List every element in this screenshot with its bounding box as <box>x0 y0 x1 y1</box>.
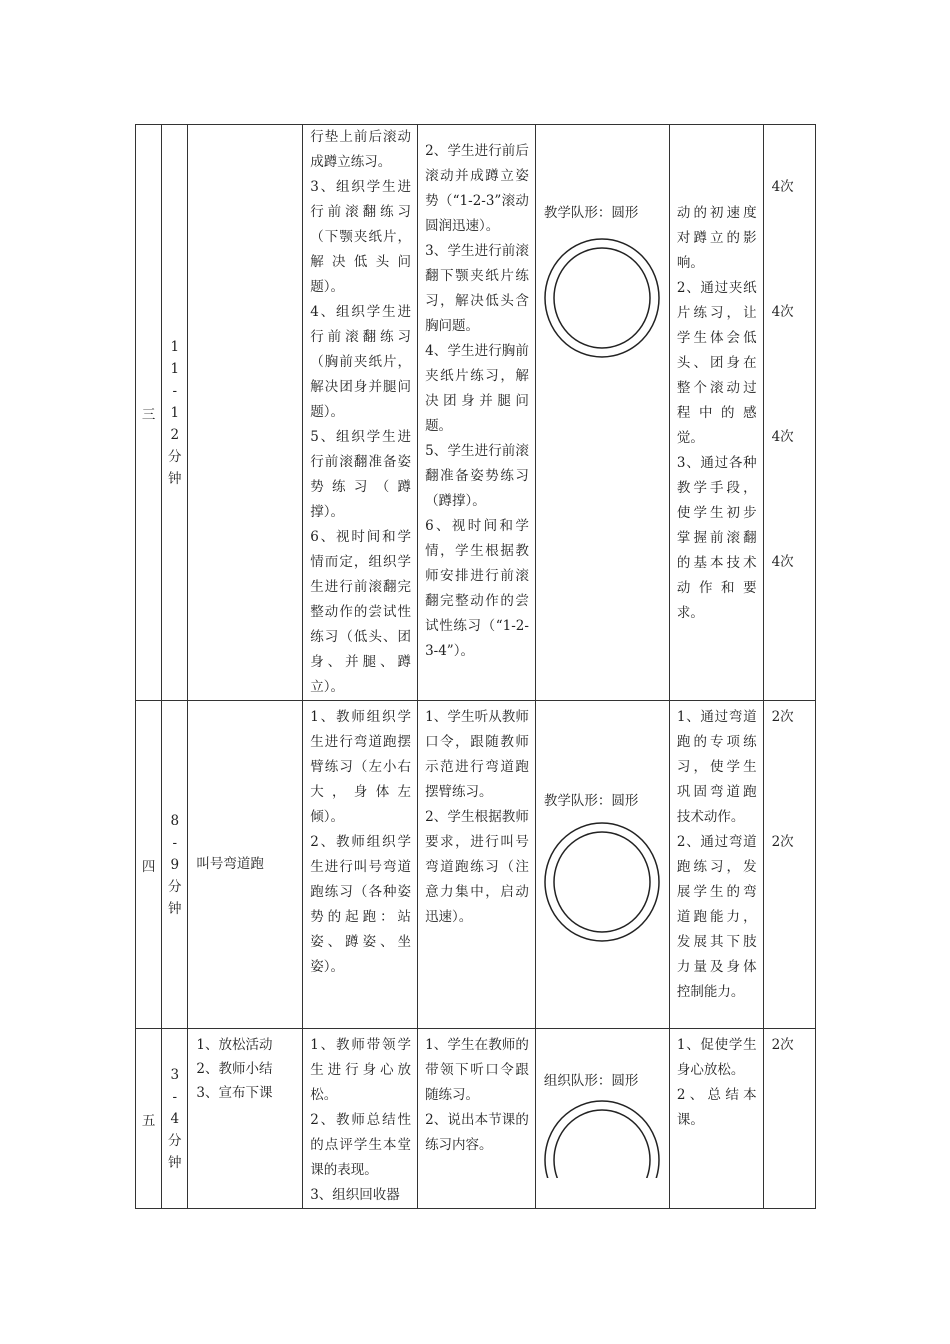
circle-formation-icon <box>542 236 662 360</box>
student-activity-cell <box>418 125 536 701</box>
table-row <box>136 701 816 1029</box>
count-value: 4次 <box>771 429 794 445</box>
student-step: 6、视时间和学情，学生根据教师安排进行前滚翻完整动作的尝试性练习（“1-2-3-4”）。 <box>425 518 529 659</box>
table-row <box>136 1029 816 1209</box>
content-item: 叫号弯道跑 <box>196 856 264 872</box>
content-cell <box>188 125 303 701</box>
time-cell <box>162 1029 188 1209</box>
content-cell <box>188 1029 303 1209</box>
teacher-activity-cell <box>303 1029 418 1209</box>
count-cell <box>763 1029 815 1209</box>
formation-label: 教学队形：圆形 <box>543 205 639 221</box>
teacher-step: 6、视时间和学情而定，组织学生进行前滚翻完整动作的尝试性练习（低头、团身、并腿、蹲立）。 <box>310 529 412 695</box>
time-cell <box>162 701 188 1029</box>
count-value: 2次 <box>771 834 794 850</box>
goal-item: 1、通过弯道跑的专项练习，使学生巩固弯道跑技术动作。 <box>676 709 757 825</box>
time-char: 1 <box>170 360 180 377</box>
count-value: 4次 <box>771 179 794 195</box>
time-char: 1 <box>170 338 180 355</box>
time-char: 分 <box>168 878 182 895</box>
teacher-step: 2、教师总结性的点评学生本堂课的表现。 <box>310 1112 412 1178</box>
teacher-step: 3、组织回收器 <box>310 1187 400 1203</box>
content-cell <box>188 701 303 1029</box>
goal-item: 3、通过各种教学手段，使学生初步掌握前滚翻的基本技术动作和要求。 <box>676 455 757 621</box>
teacher-step: 行垫上前后滚动成蹲立练习。 <box>310 129 412 170</box>
organization-cell <box>535 125 669 701</box>
circle-formation-icon <box>542 820 662 944</box>
table-row <box>136 125 816 701</box>
goal-item: 2、总结本课。 <box>676 1087 757 1128</box>
teacher-step: 4、组织学生进行前滚翻练习（胸前夹纸片，解决团身并腿问题）。 <box>310 304 412 420</box>
section-number: 四 <box>136 701 162 1029</box>
time-char: 3 <box>170 1066 180 1083</box>
student-step: 1、学生听从教师口令，跟随教师示范进行弯道跑摆臂练习。 <box>425 709 529 800</box>
student-activity-cell <box>418 1029 536 1209</box>
teacher-step: 1、教师带领学生进行身心放松。 <box>310 1037 412 1103</box>
content-item: 3、宣布下课 <box>196 1085 273 1101</box>
time-char: - <box>172 382 178 399</box>
goal-cell <box>669 701 763 1029</box>
content-item: 2、教师小结 <box>196 1061 273 1077</box>
formation-label: 教学队形：圆形 <box>543 793 639 809</box>
formation-label: 组织队形：圆形 <box>543 1073 639 1089</box>
circle-formation-icon <box>542 1098 662 1178</box>
time-char: 钟 <box>168 470 182 487</box>
time-char: 分 <box>168 1132 182 1149</box>
teacher-activity-cell <box>303 701 418 1029</box>
time-char: 1 <box>170 404 180 421</box>
student-step: 4、学生进行胸前夹纸片练习，解决团身并腿问题。 <box>425 343 529 434</box>
count-value: 4次 <box>771 554 794 570</box>
student-step: 5、学生进行前滚翻准备姿势练习（蹲撑）。 <box>425 443 529 509</box>
teacher-step: 5、组织学生进行前滚翻准备姿势练习（蹲撑）。 <box>310 429 412 520</box>
count-value: 2次 <box>771 709 794 725</box>
student-step: 2、学生进行前后滚动并成蹲立姿势（“1-2-3”滚动圆润迅速）。 <box>425 143 529 234</box>
student-step: 1、学生在教师的带领下听口令跟随练习。 <box>425 1037 529 1103</box>
section-number: 三 <box>136 125 162 701</box>
count-cell <box>763 125 815 701</box>
goal-cell <box>669 125 763 701</box>
count-value: 4次 <box>771 304 794 320</box>
goal-cell <box>669 1029 763 1209</box>
student-step: 2、学生根据教师要求，进行叫号弯道跑练习（注意力集中，启动迅速）。 <box>425 809 529 925</box>
teacher-step: 2、教师组织学生进行叫号弯道跑练习（各种姿势的起跑：站姿、蹲姿、坐姿）。 <box>310 834 412 975</box>
count-cell <box>763 701 815 1029</box>
time-char: 4 <box>170 1110 180 1127</box>
student-step: 2、说出本节课的练习内容。 <box>425 1112 529 1153</box>
goal-item: 2、通过弯道跑练习，发展学生的弯道跑能力，发展其下肢力量及身体控制能力。 <box>676 834 757 1000</box>
goal-item: 2、通过夹纸片练习，让学生体会低头、团身在整个滚动过程中的感觉。 <box>676 280 757 446</box>
time-char: 分 <box>168 448 182 465</box>
goal-item: 1、促使学生身心放松。 <box>676 1037 757 1078</box>
time-char: 钟 <box>168 900 182 917</box>
organization-cell <box>535 701 669 1029</box>
content-item: 1、放松活动 <box>196 1037 273 1053</box>
goal-item: 动的初速度对蹲立的影响。 <box>676 205 757 271</box>
student-step: 3、学生进行前滚翻下颚夹纸片练习，解决低头含胸问题。 <box>425 243 529 334</box>
time-char: - <box>172 1088 178 1105</box>
teacher-step: 1、教师组织学生进行弯道跑摆臂练习（左小右大，身体左倾）。 <box>310 709 412 825</box>
time-char: 8 <box>170 812 180 829</box>
student-activity-cell <box>418 701 536 1029</box>
count-value: 2次 <box>771 1037 794 1053</box>
section-number: 五 <box>136 1029 162 1209</box>
teacher-step: 3、组织学生进行前滚翻练习（下颚夹纸片，解决低头问题）。 <box>310 179 412 295</box>
time-char: 钟 <box>168 1154 182 1171</box>
teacher-activity-cell <box>303 125 418 701</box>
time-char: - <box>172 834 178 851</box>
organization-cell <box>535 1029 669 1209</box>
time-cell <box>162 125 188 701</box>
time-char: 9 <box>170 856 180 873</box>
lesson-plan-table <box>135 124 816 1209</box>
time-char: 2 <box>170 426 180 443</box>
